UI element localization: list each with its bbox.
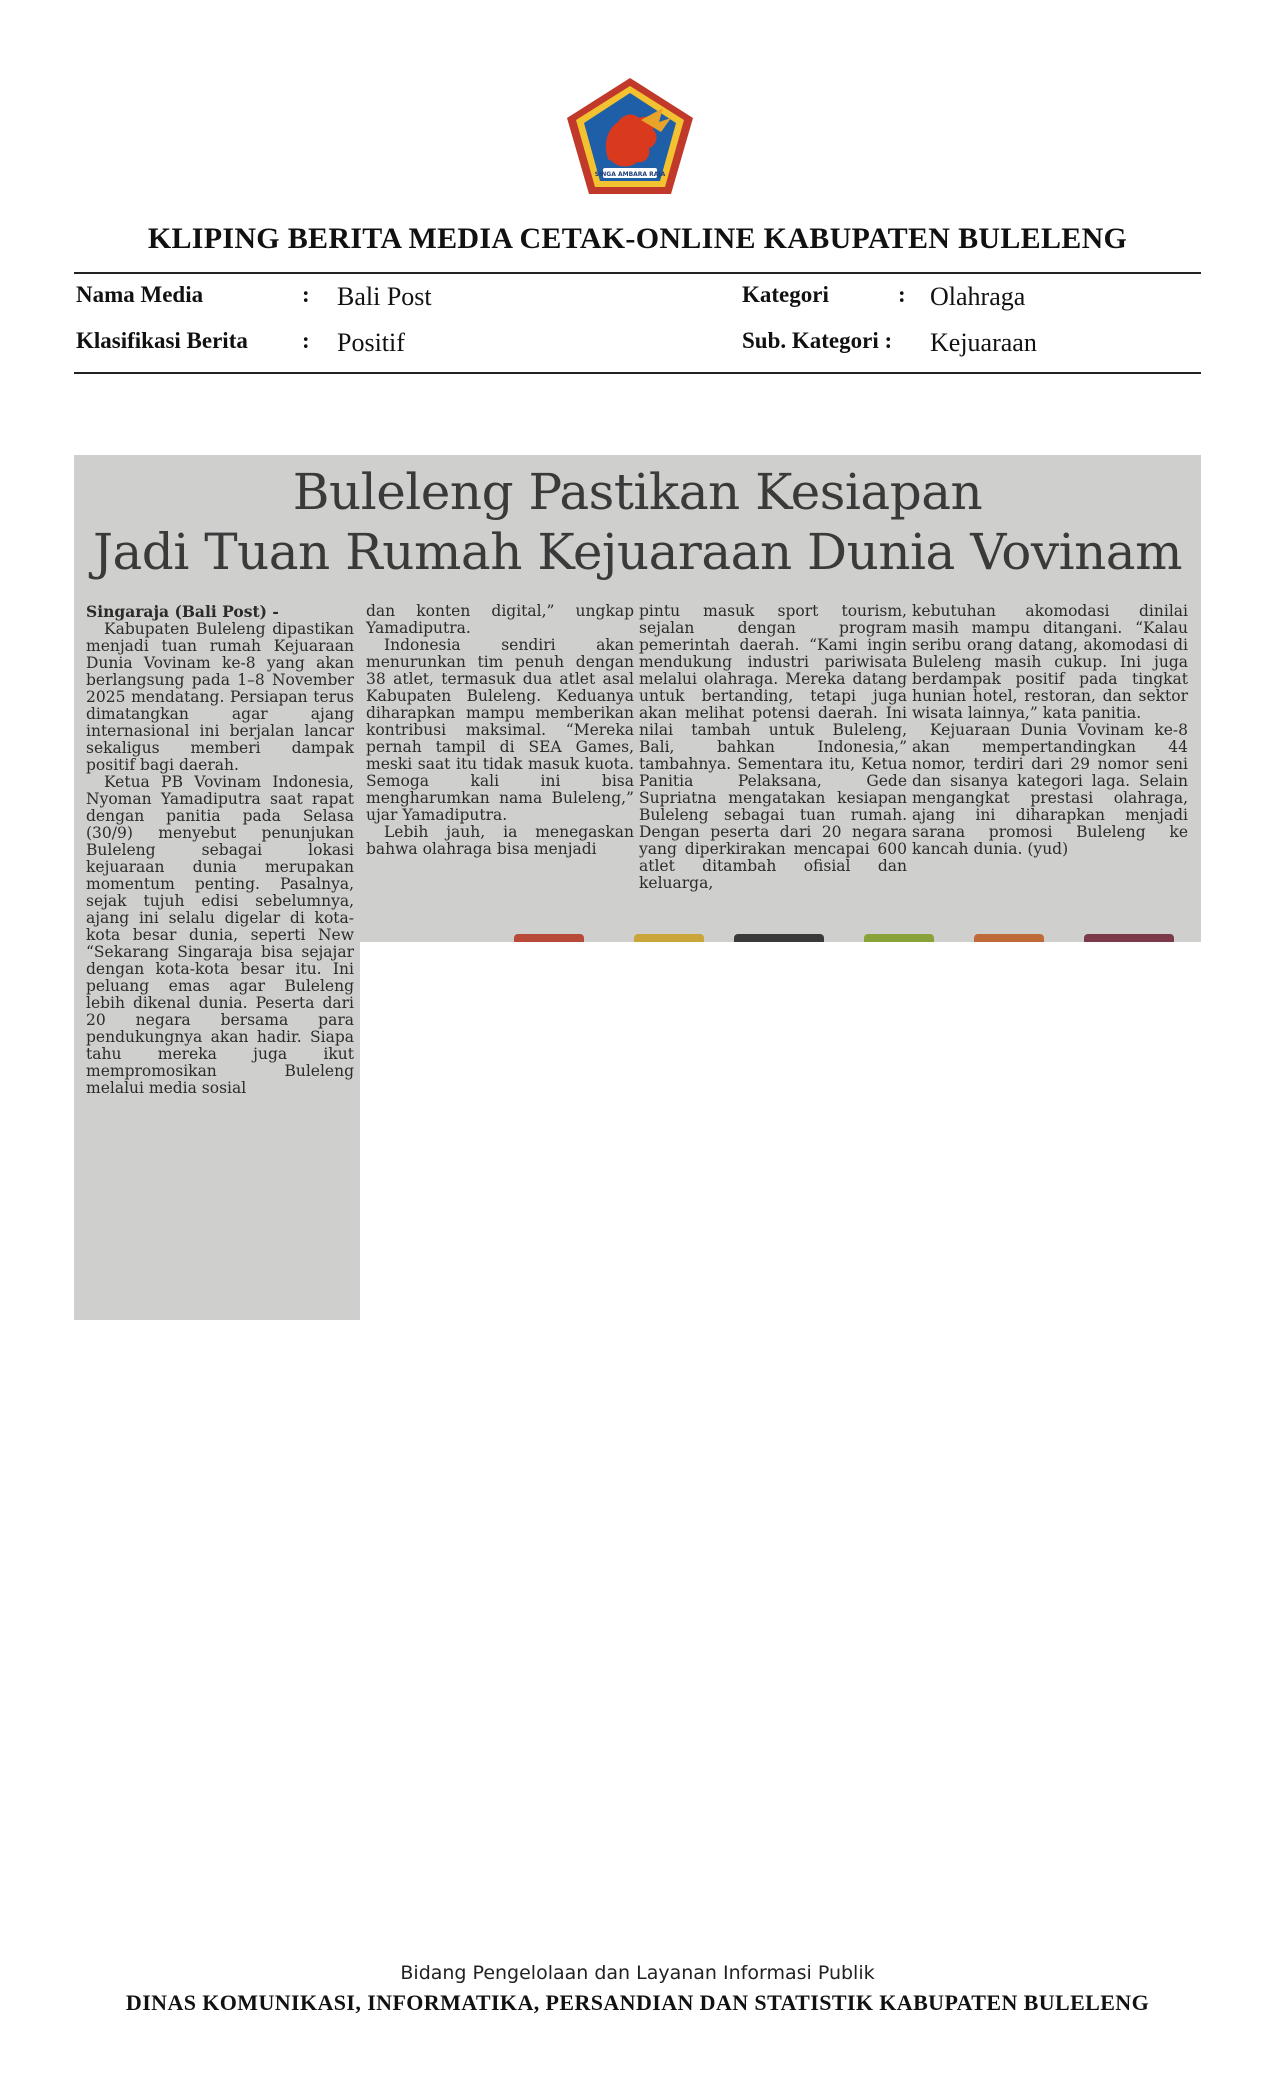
col2-paragraph-2: Indonesia sendiri akan menurunkan tim penuh dengan 38 atlet, termasuk dua atlet asal Kabupaten Buleleng. Keduanya diharapkan mampu memberikan kontribusi maksimal. “Mereka pernah tampil di SEA Games, meski saat itu tidak masuk kuota. Semoga kali ini bisa mengharumkan nama Buleleng,” ujar Yamadiputra.: [366, 636, 634, 824]
col2-paragraph-3: Lebih jauh, ia menegaskan bahwa olahraga bisa menjadi: [366, 823, 634, 858]
article-column-3: [639, 603, 907, 892]
klasifikasi-value: Positif: [337, 328, 405, 357]
article-column-1-continued: [86, 944, 354, 1097]
page-title: KLIPING BERITA MEDIA CETAK-ONLINE KABUPATEN BULELENG: [147, 222, 1128, 255]
col1-paragraph-3: “Sekarang Singaraja bisa sejajar dengan kota-kota besar itu. Ini peluang emas agar Buleleng lebih dikenal dunia. Peserta dari 20 negara bersama para pendukungnya akan hadir. Siapa tahu mereka juga ikut mempromosikan Buleleng melalui media sosial: [86, 943, 354, 1097]
sub-kategori-label: Sub. Kategori :: [742, 328, 893, 353]
print-color-mark: [974, 934, 1044, 942]
col3-paragraph-1: pintu masuk sport tourism, sejalan dengan program pemerintah daerah. “Kami ingin mendukung industri pariwisata melalui olahraga. Mereka datang untuk bertanding, tetapi juga akan melihat potensi daerah. Ini nilai tambah untuk Buleleng, Bali, bahkan Indonesia,” tambahnya. Sementara itu, Ketua Panitia Pelaksana, Gede Supriatna mengatakan kesiapan Buleleng sebagai tuan rumah. Dengan peserta dari 20 negara yang diperkirakan mencapai 600 atlet ditambah ofisial dan keluarga,: [639, 602, 907, 892]
buleleng-regency-logo: [563, 74, 697, 198]
article-column-1: [86, 603, 354, 942]
col1-paragraph-2: Ketua PB Vovinam Indonesia, Nyoman Yamadiputra saat rapat dengan panitia pada Selasa (30/9) menyebut penunjukan Buleleng sebagai lokasi kejuaraan dunia merupakan momentum penting. Pasalnya, sejak tujuh edisi sebelumnya, ajang ini selalu digelar di kota-kota besar dunia, seperti New: [86, 773, 354, 942]
kategori-label: Kategori: [742, 282, 829, 307]
col4-paragraph-1: kebutuhan akomodasi dinilai masih mampu ditangani. “Kalau seribu orang datang, akomodasi di Buleleng masih cukup. Ini juga berdampak positif pada tingkat hunian hotel, restoran, dan sektor wisata lainnya,” kata panitia.: [912, 602, 1188, 722]
nama-media-value: Bali Post: [337, 282, 432, 311]
headline-line2: Jadi Tuan Rumah Kejuaraan Dunia Vovinam: [92, 523, 1183, 581]
divider-top: [74, 272, 1201, 274]
print-color-mark: [734, 934, 824, 942]
col2-paragraph-1: dan konten digital,” ungkap Yamadiputra.: [366, 602, 634, 637]
divider-bottom: [74, 372, 1201, 374]
print-color-mark: [634, 934, 704, 942]
footer-division: Bidang Pengelolaan dan Layanan Informasi Publik: [400, 1962, 875, 1984]
kategori-value: Olahraga: [930, 282, 1026, 311]
klasifikasi-label: Klasifikasi Berita: [76, 328, 248, 353]
print-color-mark: [864, 934, 934, 942]
dateline: Singaraja (Bali Post) -: [86, 603, 279, 621]
headline-line1: Buleleng Pastikan Kesiapan: [292, 463, 983, 521]
col1-paragraph-1: Kabupaten Buleleng dipastikan menjadi tuan rumah Kejuaraan Dunia Vovinam ke-8 yang akan berlangsung pada 1–8 November 2025 mendatang. Persiapan terus dimatangkan agar ajang internasional ini berjalan lancar sekaligus memberi dampak positif bagi daerah.: [86, 620, 354, 774]
newspaper-clipping-continued: [74, 942, 360, 1320]
sub-kategori-value: Kejuaraan: [930, 328, 1037, 357]
colon: :: [302, 282, 310, 307]
col4-paragraph-2: Kejuaraan Dunia Vovinam ke-8 akan mempertandingkan 44 nomor, terdiri dari 29 nomor seni dan sisanya kategori laga. Selain mengangkat prestasi olahraga, ajang ini diharapkan menjadi sarana promosi Buleleng ke kancah dunia. (yud): [912, 721, 1188, 858]
colon: :: [302, 328, 310, 353]
nama-media-label: Nama Media: [76, 282, 204, 307]
print-color-mark: [1084, 934, 1174, 942]
newspaper-clipping: [74, 455, 1201, 942]
article-column-2: [366, 603, 634, 858]
colon: :: [898, 282, 906, 307]
logo-motto: SINGA AMBARA RAJA: [594, 171, 666, 178]
print-color-mark: [514, 934, 584, 942]
article-column-4: [912, 603, 1188, 858]
footer-office: DINAS KOMUNIKASI, INFORMATIKA, PERSANDIAN DAN STATISTIK KABUPATEN BULELENG: [125, 1990, 1150, 2015]
